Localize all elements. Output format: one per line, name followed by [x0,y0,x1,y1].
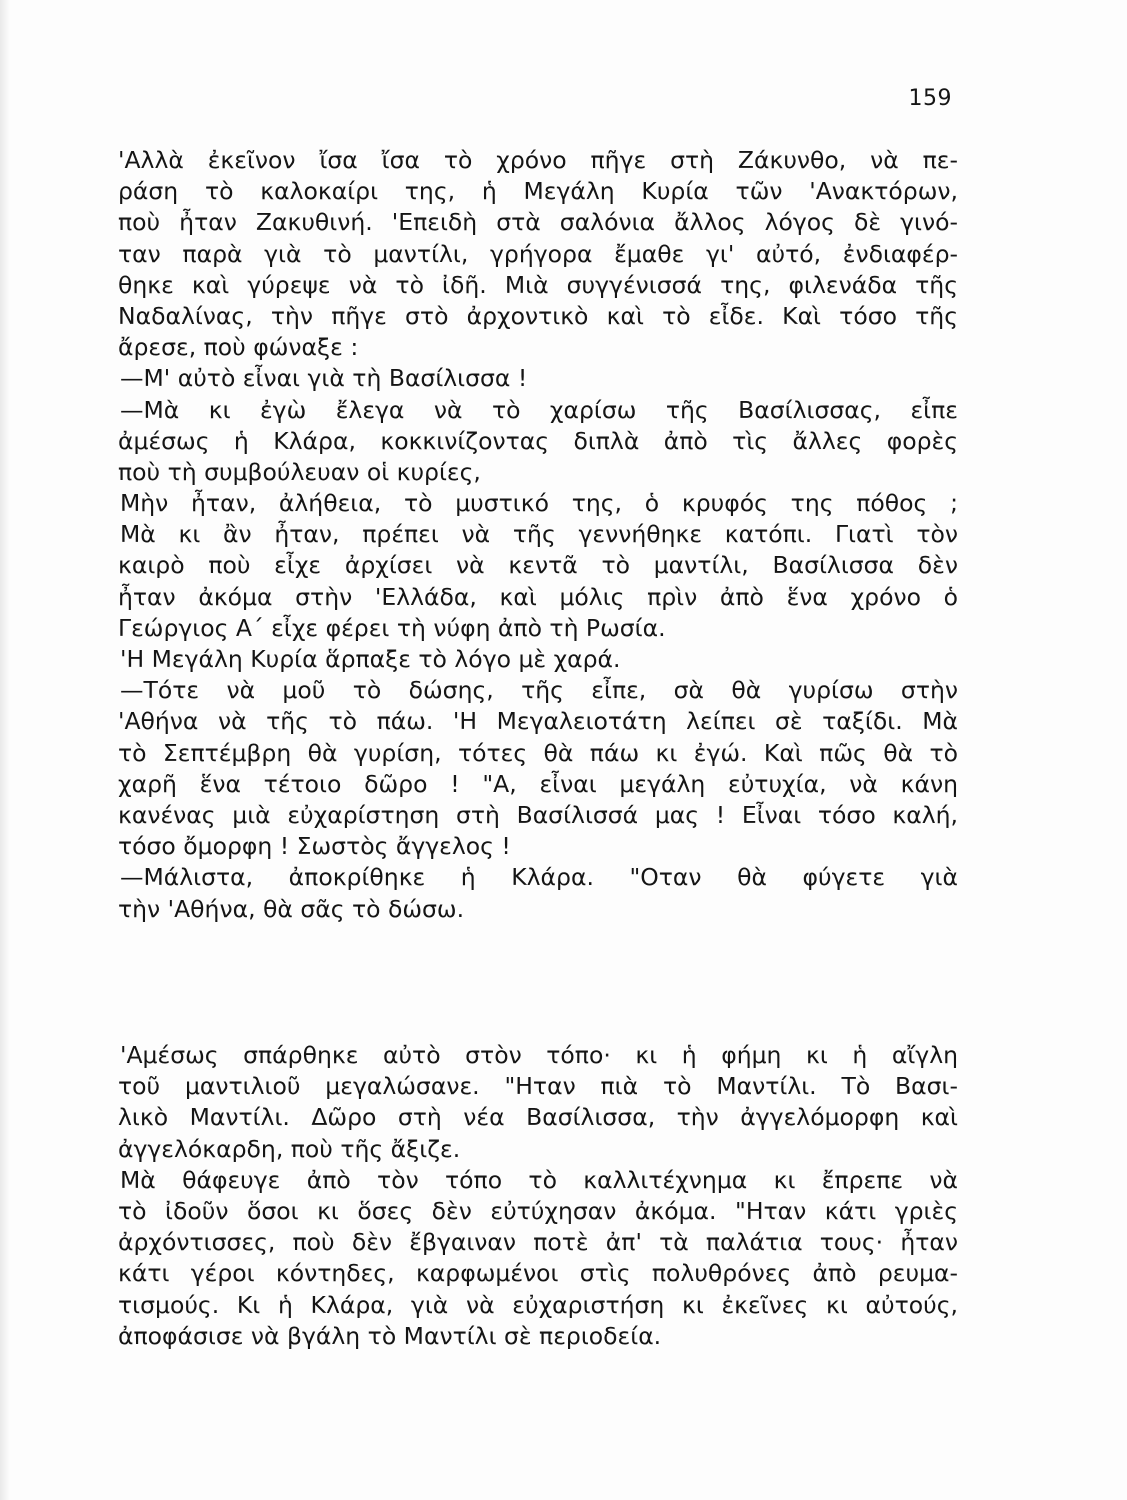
text-line: ἀγγελόκαρδη, ποὺ τῆς ἄξιζε. [118,1134,461,1163]
text-block-main [118,145,958,925]
page-number: 159 [908,86,952,111]
text-line: Μὰ κι ἂν ἦταν, πρέπει νὰ τῆς γεννήθηκε κατόπι. Γιατὶ τὸν [120,520,958,549]
text-line: 'Αλλὰ ἐκεῖνον ἴσα ἴσα τὸ χρόνο πῆγε στὴ Ζάκυνθο, νὰ πε- [118,146,958,174]
text-line: 'Η Μεγάλη Κυρία ἅρπαξε τὸ λόγο μὲ χαρά. [120,645,621,673]
text-line: Μὰ θάφευγε ἀπὸ τὸν τόπο τὸ καλλιτέχνημα κι ἔπρεπε νὰ [120,1165,958,1194]
text-block-second [118,1040,958,1352]
text-line: ἦταν ἀκόμα στὴν 'Ελλάδα, καὶ μόλις πρὶν ἀπὸ ἕνα χρόνο ὁ [118,582,958,611]
text-line: τόσο ὄμορφη ! Σωστὸς ἄγγελος ! [118,832,511,861]
text-line: —Μὰ κι ἐγὼ ἔλεγα νὰ τὸ χαρίσω τῆς Βασίλισσας, εἶπε [120,395,958,424]
text-line: λικὸ Μαντίλι. Δῶρο στὴ νέα Βασίλισσα, τὴν ἀγγελόμορφη καὶ [118,1103,958,1132]
text-line: —Τότε νὰ μοῦ τὸ δώσης, τῆς εἶπε, σὰ θὰ γυρίσω στὴν [120,676,958,705]
text-line: τὸ ἰδοῦν ὅσοι κι ὅσες δὲν εὐτύχησαν ἀκόμα. "Ηταν κάτι γριὲς [118,1196,958,1225]
text-line: τὸ Σεπτέμβρη θὰ γυρίση, τότες θὰ πάω κι ἐγώ. Καὶ πῶς θὰ τὸ [118,738,958,767]
page-edge-shadow [0,0,10,1500]
text-line: ἄρεσε, ποὺ φώναξε : [118,333,359,362]
text-line: κανένας μιὰ εὐχαρίστηση στὴ Βασίλισσά μας ! Εἶναι τόσο καλή, [118,800,958,829]
text-line: —Μ' αὐτὸ εἶναι γιὰ τὴ Βασίλισσα ! [120,364,528,393]
text-line: ποὺ τὴ συμβούλευαν οἱ κυρίες, [118,457,481,486]
text-line: 'Αθήνα νὰ τῆς τὸ πάω. 'Η Μεγαλειοτάτη λείπει σὲ ταξίδι. Μὰ [118,707,958,736]
text-line: ταν παρὰ γιὰ τὸ μαντίλι, γρήγορα ἔμαθε γι' αὐτό, ἐνδιαφέρ- [118,239,958,268]
text-line: ποὺ ἦταν Ζακυθινή. 'Επειδὴ στὰ σαλόνια ἄλλος λόγος δὲ γινό- [118,208,958,237]
text-line: τοῦ μαντιλιοῦ μεγαλώσανε. "Ηταν πιὰ τὸ Μαντίλι. Τὸ Βασι- [118,1072,958,1101]
text-line: ἀμέσως ἡ Κλάρα, κοκκινίζοντας διπλὰ ἀπὸ τὶς ἄλλες φορὲς [118,426,958,455]
text-line: χαρῆ ἕνα τέτοιο δῶρο ! "Α, εἶναι μεγάλη εὐτυχία, νὰ κάνη [118,769,958,798]
text-line: ἀρχόντισσες, ποὺ δὲν ἔβγαιναν ποτὲ ἀπ' τὰ παλάτια τους· ἦταν [118,1228,958,1257]
text-line: θηκε καὶ γύρεψε νὰ τὸ ἰδῆ. Μιὰ συγγένισσά της, φιλενάδα τῆς [118,270,958,299]
text-line: καιρὸ ποὺ εἶχε ἀρχίσει νὰ κεντᾶ τὸ μαντίλι, Βασίλισσα δὲν [118,551,958,580]
text-line: 'Αμέσως σπάρθηκε αὐτὸ στὸν τόπο· κι ἡ φήμη κι ἡ αἴγλη [120,1041,958,1069]
text-line: ἀποφάσισε νὰ βγάλη τὸ Μαντίλι σὲ περιοδεία. [118,1321,662,1350]
text-line: Μὴν ἦταν, ἀλήθεια, τὸ μυστικό της, ὁ κρυφός της πόθος ; [120,489,958,518]
text-line: κάτι γέροι κόντηδες, καρφωμένοι στὶς πολυθρόνες ἀπὸ ρευμα- [118,1259,958,1288]
text-line: τισμούς. Κι ἡ Κλάρα, γιὰ νὰ εὐχαριστήση κι ἐκεῖνες κι αὐτούς, [118,1290,958,1319]
text-line: Ναδαλίνας, τὴν πῆγε στὸ ἀρχοντικὸ καὶ τὸ εἶδε. Καὶ τόσο τῆς [118,301,958,330]
text-line: —Μάλιστα, ἀποκρίθηκε ἡ Κλάρα. "Οταν θὰ φύγετε γιὰ [120,863,958,892]
text-line: ράση τὸ καλοκαίρι της, ἡ Μεγάλη Κυρία τῶν 'Ανακτόρων, [118,177,958,206]
text-line: τὴν 'Αθήνα, θὰ σᾶς τὸ δώσω. [118,894,465,923]
text-line: Γεώργιος Α΄ εἶχε φέρει τὴ νύφη ἀπὸ τὴ Ρωσία. [118,613,666,642]
